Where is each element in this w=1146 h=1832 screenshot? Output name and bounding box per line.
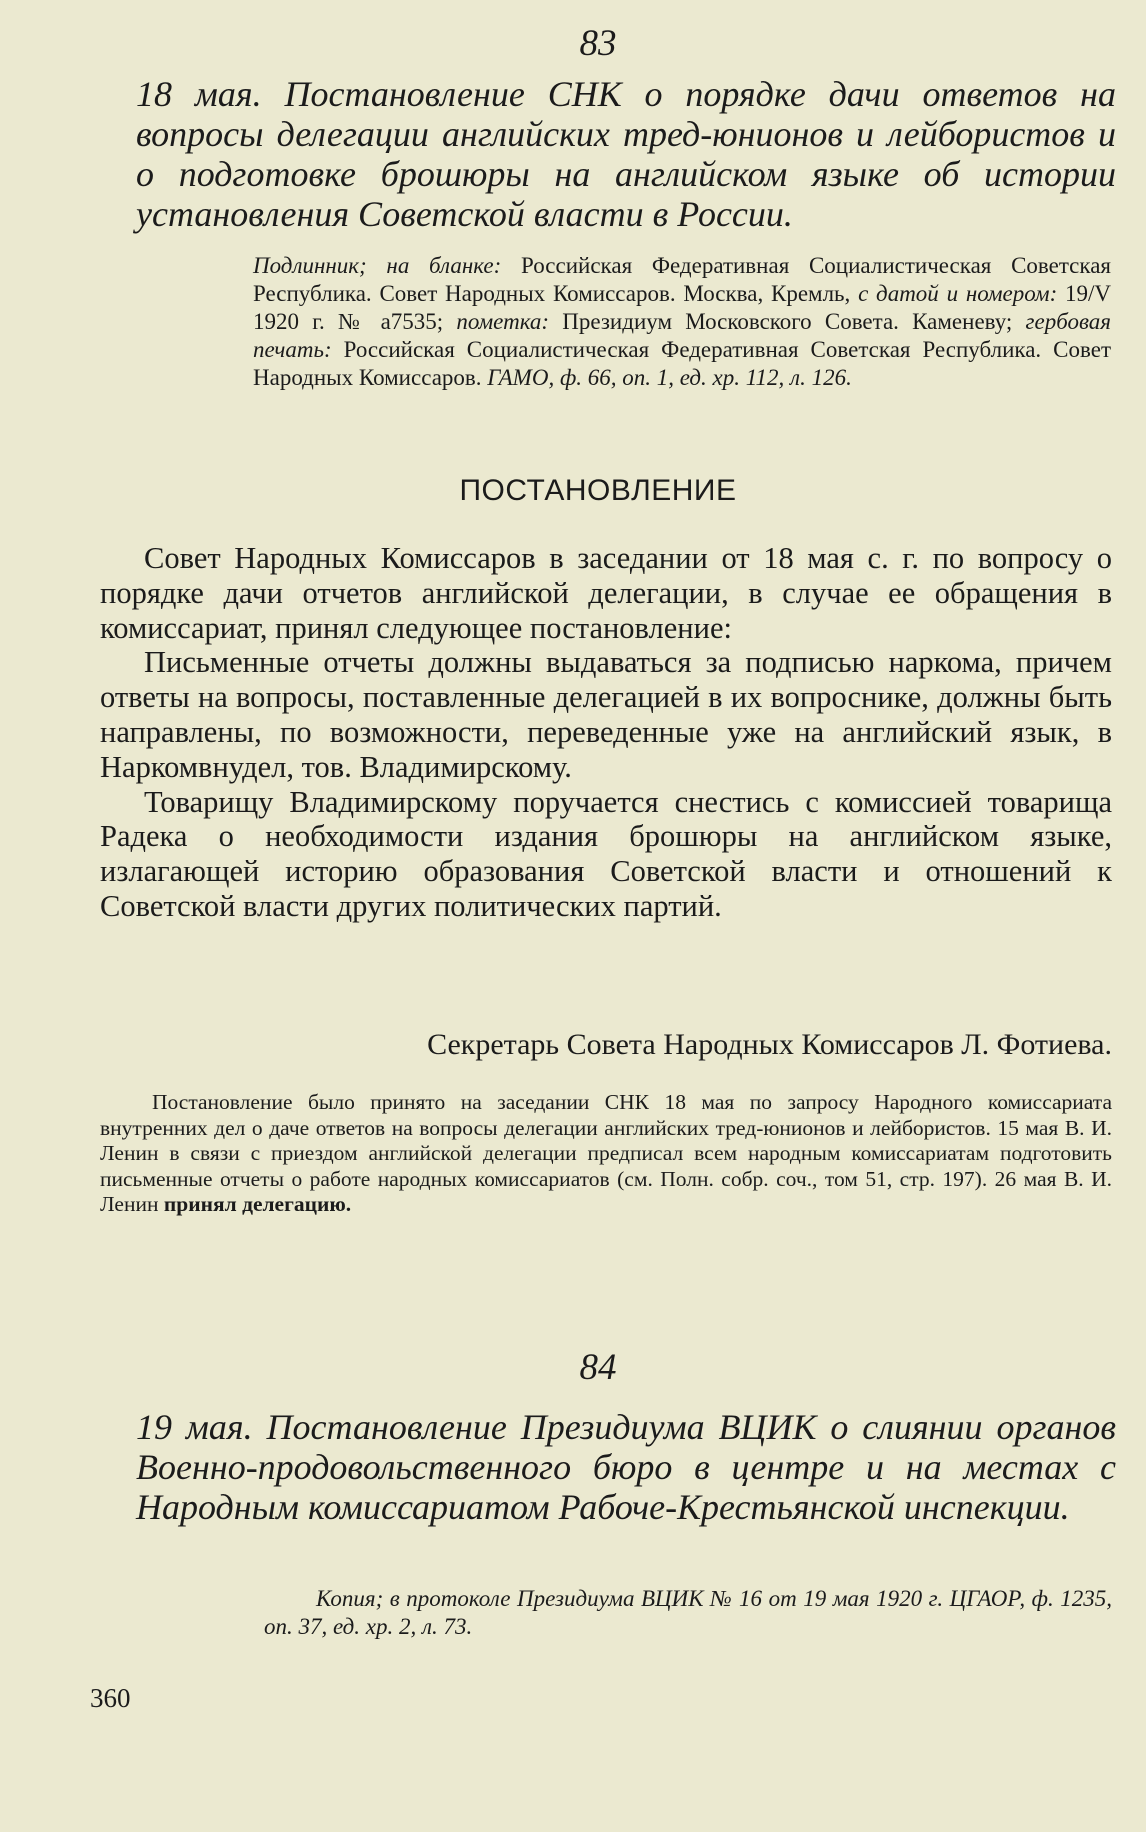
source-label-original: Подлинник; на бланке:	[253, 253, 502, 278]
signature-line: Секретарь Совета Народных Комиссаров Л. Фотиева.	[427, 1028, 1112, 1061]
source-label-date: с датой и номером:	[858, 281, 1058, 306]
document-number-84: 84	[579, 1347, 617, 1388]
source-text-seal: Российская Социалистическая Федеративная Советская Республика. Совет Народных Комиссаров.	[253, 337, 1111, 390]
archival-source-note-84: Копия; в протоколе Президиума ВЦИК № 16 от 19 мая 1920 г. ЦГАОР, ф. 1235, оп. 37, ед. хр. 2, л. 73.	[264, 1586, 1112, 1639]
source-label-seal: гербовая печать:	[253, 309, 1111, 362]
commentary-bold-text: принял делегацию.	[163, 1192, 352, 1216]
resolution-body	[100, 541, 1112, 924]
document-number-83: 83	[579, 23, 617, 64]
resolution-paragraph: Совет Народных Комиссаров в заседании от 18 мая с. г. по вопросу о порядке дачи отчетов английской делегации, в случае ее обращения в комиссариат, принял следующее постановление:	[100, 541, 1112, 645]
commentary-text: Постановление было принято на заседании СНК 18 мая по запросу Народного комиссариата внутренних дел о даче ответов на вопросы делегации английских тред-юнионов и лейбористов. 15 мая В. И. Ленин в связи с приездом английской делегации предписал всем народным комиссариатам подготовить письменные отчеты о работе народных комиссариатов (см. Полн. собр. соч., том 51, стр. 197). 26 мая В. И. Ленин	[100, 1090, 1112, 1216]
source-text-letterhead: Российская Федеративная Социалистическая Советская Республика. Совет Народных Комиссаров. Москва, Кремль,	[253, 253, 1111, 306]
resolution-heading: ПОСТАНОВЛЕНИЕ	[459, 474, 737, 507]
resolution-paragraph: Товарищу Владимирскому поручается снестись с комиссией товарища Радека о необходимости издания брошюры на английском языке, излагающей историю образования Советской власти и отношений к Советской власти других политических партий.	[100, 784, 1112, 923]
source-label-mark: пометка:	[456, 309, 550, 334]
document-title-84: 19 мая. Постановление Президиума ВЦИК о слиянии органов Военно-продовольственного бюро в центре и на местах с Народным комиссариатом Рабоче-Крестьянской инспекции.	[136, 1407, 1116, 1527]
source-text-date: 19/V 1920 г. № а7535;	[253, 281, 1112, 334]
document-title-83: 18 мая. Постановление СНК о порядке дачи ответов на вопросы делегации английских тред-юнионов и лейбористов и о подготовке брошюры на английском языке об истории установления Советской власти в России.	[136, 74, 1116, 234]
editorial-commentary	[100, 1090, 1112, 1218]
page-number: 360	[90, 1683, 131, 1713]
archival-source-note-83	[253, 252, 1111, 392]
resolution-paragraph: Письменные отчеты должны выдаваться за подписью наркома, причем ответы на вопросы, поставленные делегацией в их вопроснике, должны быть направлены, по возможности, переведенные уже на английский язык, в Наркомвнудел, тов. Владимирскому.	[100, 645, 1112, 784]
source-archive-reference: ГАМО, ф. 66, оп. 1, ед. хр. 112, л. 126.	[487, 365, 852, 390]
source-text-mark: Президиум Московского Совета. Каменеву;	[549, 309, 1026, 334]
